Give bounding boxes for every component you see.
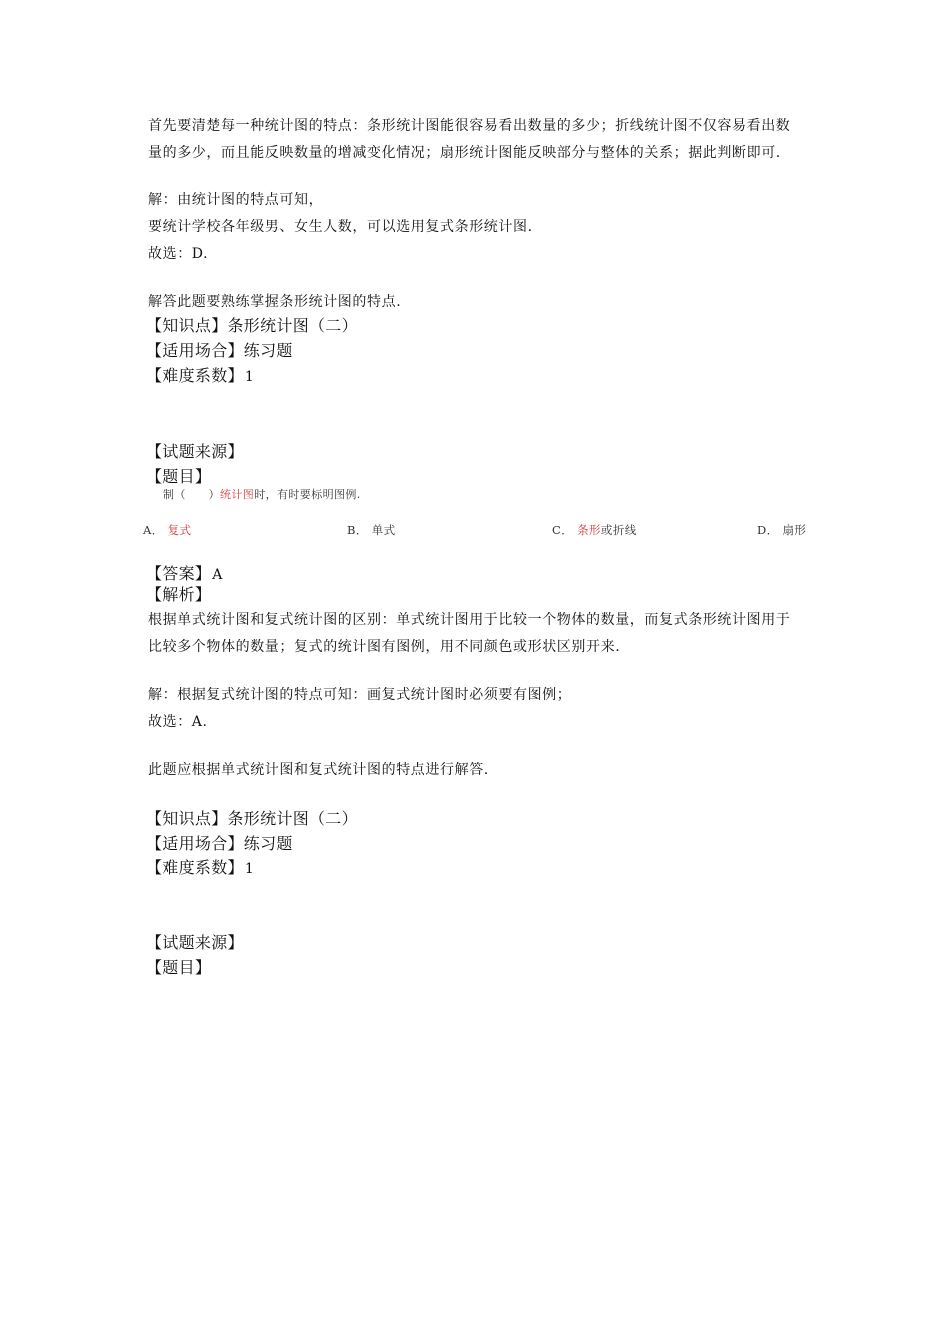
answer-value: A [212, 567, 223, 583]
stem-pre: 制（ ） [163, 488, 220, 501]
option-c-text: 或折线 [600, 523, 637, 537]
question-stem [163, 487, 361, 503]
option-a-letter: A． [143, 523, 164, 537]
source-label-3: 【试题来源】 [146, 933, 244, 952]
solution-line-3: 故选：D. [148, 246, 209, 262]
comment-line: 解答此题要熟练掌握条形统计图的特点. [148, 294, 402, 310]
scene-label: 【适用场合】练习题 [146, 341, 293, 360]
option-c-letter: C． [552, 523, 574, 537]
question-label: 【题目】 [146, 467, 212, 486]
stem-highlight: 统计图 [220, 488, 255, 501]
option-a [143, 522, 191, 538]
option-d [757, 522, 806, 538]
stem-post: 时，有时要标明图例. [254, 488, 361, 501]
difficulty-row-2 [146, 857, 254, 880]
knowledge-point-label: 【知识点】条形统计图（二） [146, 316, 358, 335]
knowledge-point-label-2: 【知识点】条形统计图（二） [146, 809, 358, 828]
option-c-text-red: 条形 [577, 523, 601, 537]
option-b-text: 单式 [371, 523, 396, 537]
option-b-letter: B． [347, 523, 368, 537]
answer-row [146, 563, 223, 586]
difficulty-label: 【难度系数】 [146, 366, 244, 385]
option-b [347, 522, 396, 538]
solution-line-1: 解：由统计图的特点可知， [148, 192, 324, 208]
solution-line-2: 要统计学校各年级男、女生人数，可以选用复式条形统计图. [148, 219, 533, 235]
analysis-line-2: 量的多少，而且能反映数量的增减变化情况；扇形统计图能反映部分与整体的关系；据此判断即可. [148, 145, 781, 161]
scene-label-2: 【适用场合】练习题 [146, 834, 293, 853]
difficulty-value: 1 [244, 369, 255, 385]
difficulty-value-2: 1 [244, 861, 255, 877]
solution2-line-2: 故选：A. [148, 714, 208, 730]
solution2-line-1: 解：根据复式统计图的特点可知：画复式统计图时必须要有图例； [148, 687, 572, 703]
source-label: 【试题来源】 [146, 442, 244, 461]
answer-label: 【答案】 [146, 564, 212, 583]
analysis-line-1: 首先要清楚每一种统计图的特点：条形统计图能很容易看出数量的多少；折线统计图不仅容易看出数 [148, 118, 791, 134]
option-c [552, 522, 637, 538]
question-label-3: 【题目】 [146, 958, 212, 977]
analysis2-line-1: 根据单式统计图和复式统计图的区别：单式统计图用于比较一个物体的数量，而复式条形统计图用于 [148, 612, 791, 628]
option-d-text: 扇形 [782, 523, 807, 537]
comment2-line: 此题应根据单式统计图和复式统计图的特点进行解答. [148, 762, 489, 778]
option-d-letter: D． [757, 523, 779, 537]
difficulty-label-2: 【难度系数】 [146, 858, 244, 877]
analysis-label: 【解析】 [146, 585, 212, 604]
option-a-text-red: 复式 [167, 523, 192, 537]
analysis2-line-2: 比较多个物体的数量；复式的统计图有图例，用不同颜色或形状区别开来. [148, 639, 621, 655]
difficulty-row [146, 365, 254, 388]
